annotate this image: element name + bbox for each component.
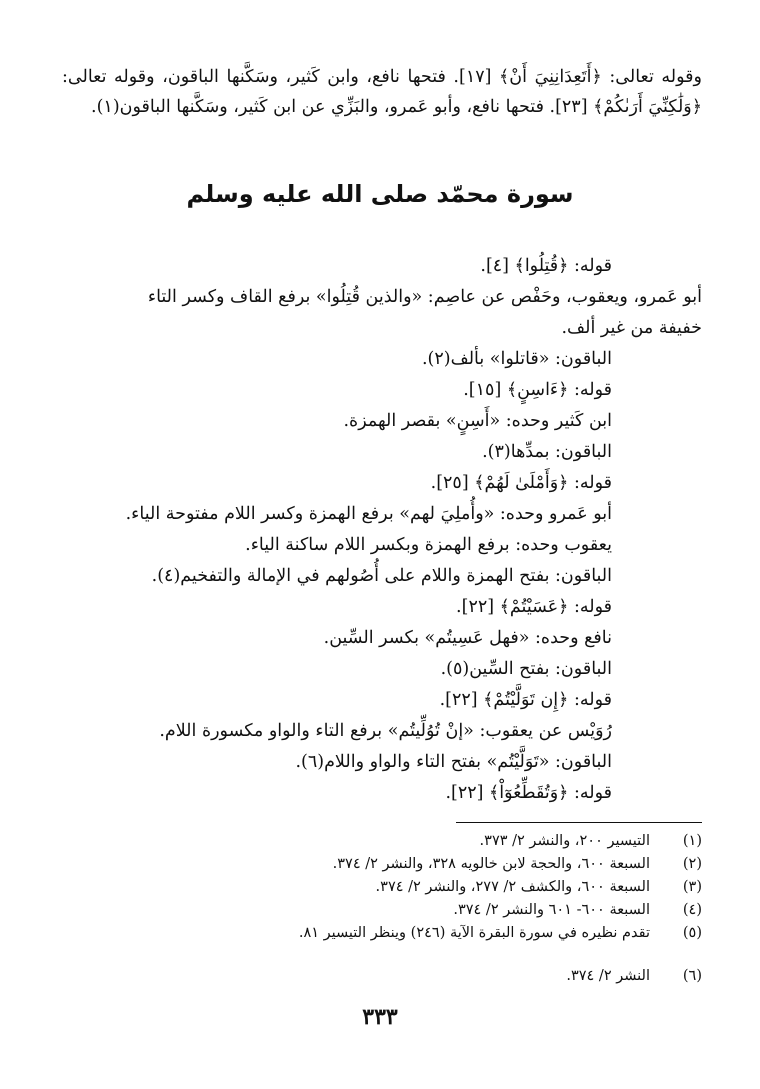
text-line: خفيفة من غير ألف. [561, 318, 702, 338]
text-line: الباقون: بفتح السِّين(٥). [440, 659, 612, 679]
footnote-text: السبعة ٦٠٠- ٦٠١ والنشر ٢/ ٣٧٤. [453, 902, 650, 918]
text-line: الباقون: بمدِّها(٣). [482, 442, 612, 462]
text-line: قوله: ﴿وَأَمْلَىٰ لَهُمْ﴾ [٢٥]. [430, 473, 612, 493]
text-line: قوله: ﴿قُتِلُوا﴾ [٤]. [480, 256, 612, 276]
text-line: أبو عَمرو وحده: «وأُملِيَ لهم» برفع الهمزة وكسر اللام مفتوحة الياء. [125, 504, 612, 524]
footnote-text: النشر ٢/ ٣٧٤. [566, 968, 650, 984]
footnote-number: (٦) [682, 968, 702, 984]
text-line: ابن كَثير وحده: «أَسِنٍ» بقصر الهمزة. [343, 411, 612, 431]
sura-title: سورة محمّد صلى الله عليه وسلم [186, 180, 574, 208]
footnotes [62, 830, 702, 988]
footnote-number: (٢) [682, 856, 702, 872]
footnote-text: السبعة ٦٠٠، والحجة لابن خالويه ٣٢٨، والنشر ٢/ ٣٧٤. [332, 856, 650, 872]
footnote-item [62, 922, 702, 945]
footnote-item [62, 830, 702, 853]
page-number: ٣٣٣ [362, 1004, 398, 1030]
footnote-text: التيسير ٢٠٠، والنشر ٢/ ٣٧٣. [479, 833, 650, 849]
text-line: قوله: ﴿إِن تَوَلَّيْتُمْ﴾ [٢٢]. [439, 690, 612, 710]
text-line: الباقون: بفتح الهمزة واللام على أُصُولهم في الإمالة والتفخيم(٤). [151, 566, 612, 586]
footnote-item [62, 876, 702, 899]
text-line: قوله: ﴿وَتُقَطِّعُوٓاْ﴾ [٢٢]. [445, 783, 612, 803]
text-line: قوله: ﴿عَسَيْتُمْ﴾ [٢٢]. [456, 597, 612, 617]
text-line: نافع وحده: «فهل عَسِيتُم» بكسر السِّين. [323, 628, 612, 648]
footnote-number: (٣) [682, 879, 702, 895]
intro-paragraph-block [62, 62, 702, 122]
footnote-number: (١) [682, 833, 702, 849]
text-line: الباقون: «قاتلوا» بألف(٢). [421, 349, 612, 369]
footnote-number: (٤) [682, 902, 702, 918]
footnote-item [62, 965, 702, 988]
footnote-text: السبعة ٦٠٠، والكشف ٢/ ٢٧٧، والنشر ٢/ ٣٧٤. [375, 879, 650, 895]
footnote-item [62, 899, 702, 922]
footnote-number: (٥) [682, 925, 702, 941]
main-text [62, 251, 702, 809]
text-line: أبو عَمرو، ويعقوب، وحَفْص عن عاصِم: «والذين قُتِلُوا» برفع القاف وكسر التاء [147, 287, 702, 307]
text-line: الباقون: «تَوَلَّيْتُم» بفتح التاء والواو واللام(٦). [295, 752, 612, 772]
footnote-item [62, 853, 702, 876]
text-line: يعقوب وحده: برفع الهمزة وبكسر اللام ساكنة الياء. [245, 535, 612, 555]
footnote-text: تقدم نظيره في سورة البقرة الآية (٢٤٦) وينظر التيسير ٨١. [298, 925, 650, 941]
intro-paragraph: وقوله تعالى: ﴿أَتَعِدَانِنِيَ أَنْ﴾ [١٧]. فتحها نافع، وابن كَثير، وسَكَّنها الباقون، وقوله تعالى: ﴿وَلَٰكِنِّيَ أَرَىٰكُمْ﴾ [٢٣]. فتحها نافع، وأبو عَمرو، والبَزِّي عن ابن كَثير، وسَكَّنها الباقون(١). [62, 67, 702, 117]
text-line: قوله: ﴿ءَاسِنٍ﴾ [١٥]. [463, 380, 612, 400]
footnote-divider [456, 822, 702, 823]
text-line: رُوَيْس عن يعقوب: «إنْ تُوُلِّيتُم» برفع التاء والواو مكسورة اللام. [159, 721, 612, 741]
